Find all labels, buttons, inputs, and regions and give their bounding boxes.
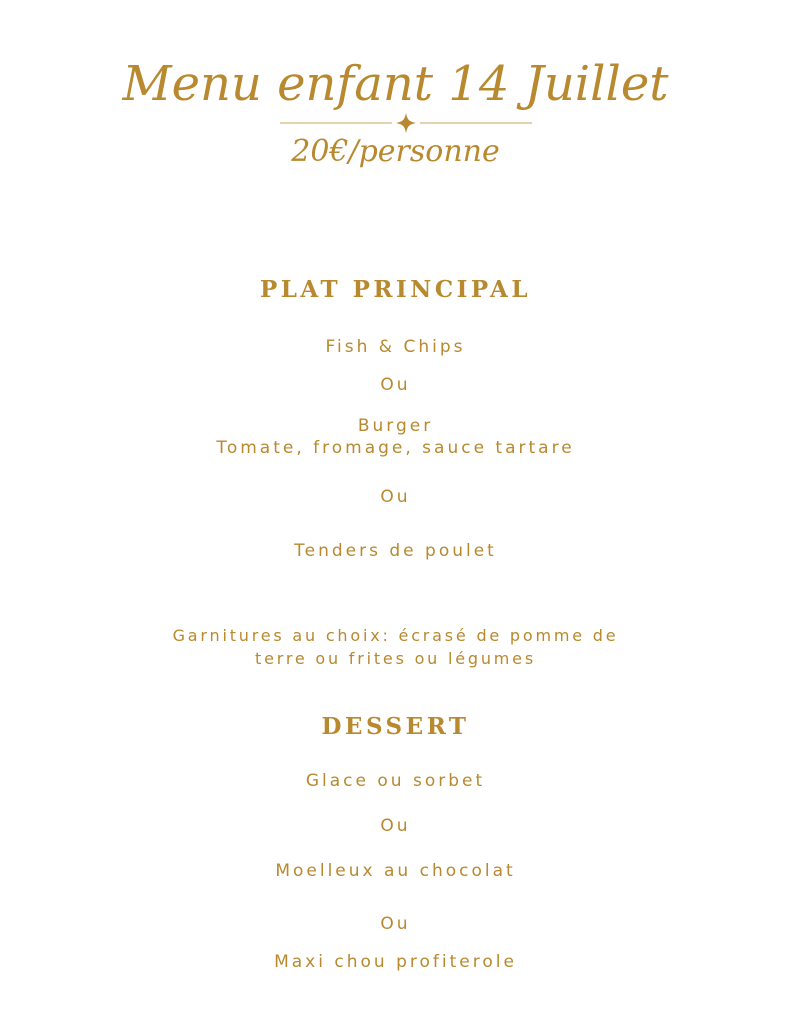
main-option-fish-chips: Fish & Chips: [325, 337, 466, 357]
main-option-burger-description: Tomate, fromage, sauce tartare: [216, 438, 575, 458]
price-per-person: 20€/personne: [291, 134, 500, 169]
dessert-heading: DESSERT: [321, 713, 470, 740]
dessert-option-ice-cream: Glace ou sorbet: [305, 771, 486, 791]
sides-line-1: Garnitures au choix: écrasé de pomme de: [172, 626, 619, 645]
star-divider-icon: [280, 112, 532, 134]
dessert-or-separator: Ou: [380, 816, 411, 836]
menu-title: Menu enfant 14 Juillet: [122, 56, 669, 112]
main-option-tenders: Tenders de poulet: [294, 541, 497, 561]
main-course-heading: PLAT PRINCIPAL: [259, 276, 532, 303]
main-or-separator: Ou: [380, 487, 411, 507]
main-or-separator: Ou: [380, 375, 411, 395]
dessert-option-chocolate-cake: Moelleux au chocolat: [275, 861, 516, 881]
main-option-burger: Burger: [357, 416, 434, 436]
sparkle-star-icon: [396, 113, 416, 133]
dessert-or-separator: Ou: [380, 914, 411, 934]
dessert-option-profiterole: Maxi chou profiterole: [274, 952, 517, 972]
sides-line-2: terre ou frites ou légumes: [255, 649, 536, 668]
